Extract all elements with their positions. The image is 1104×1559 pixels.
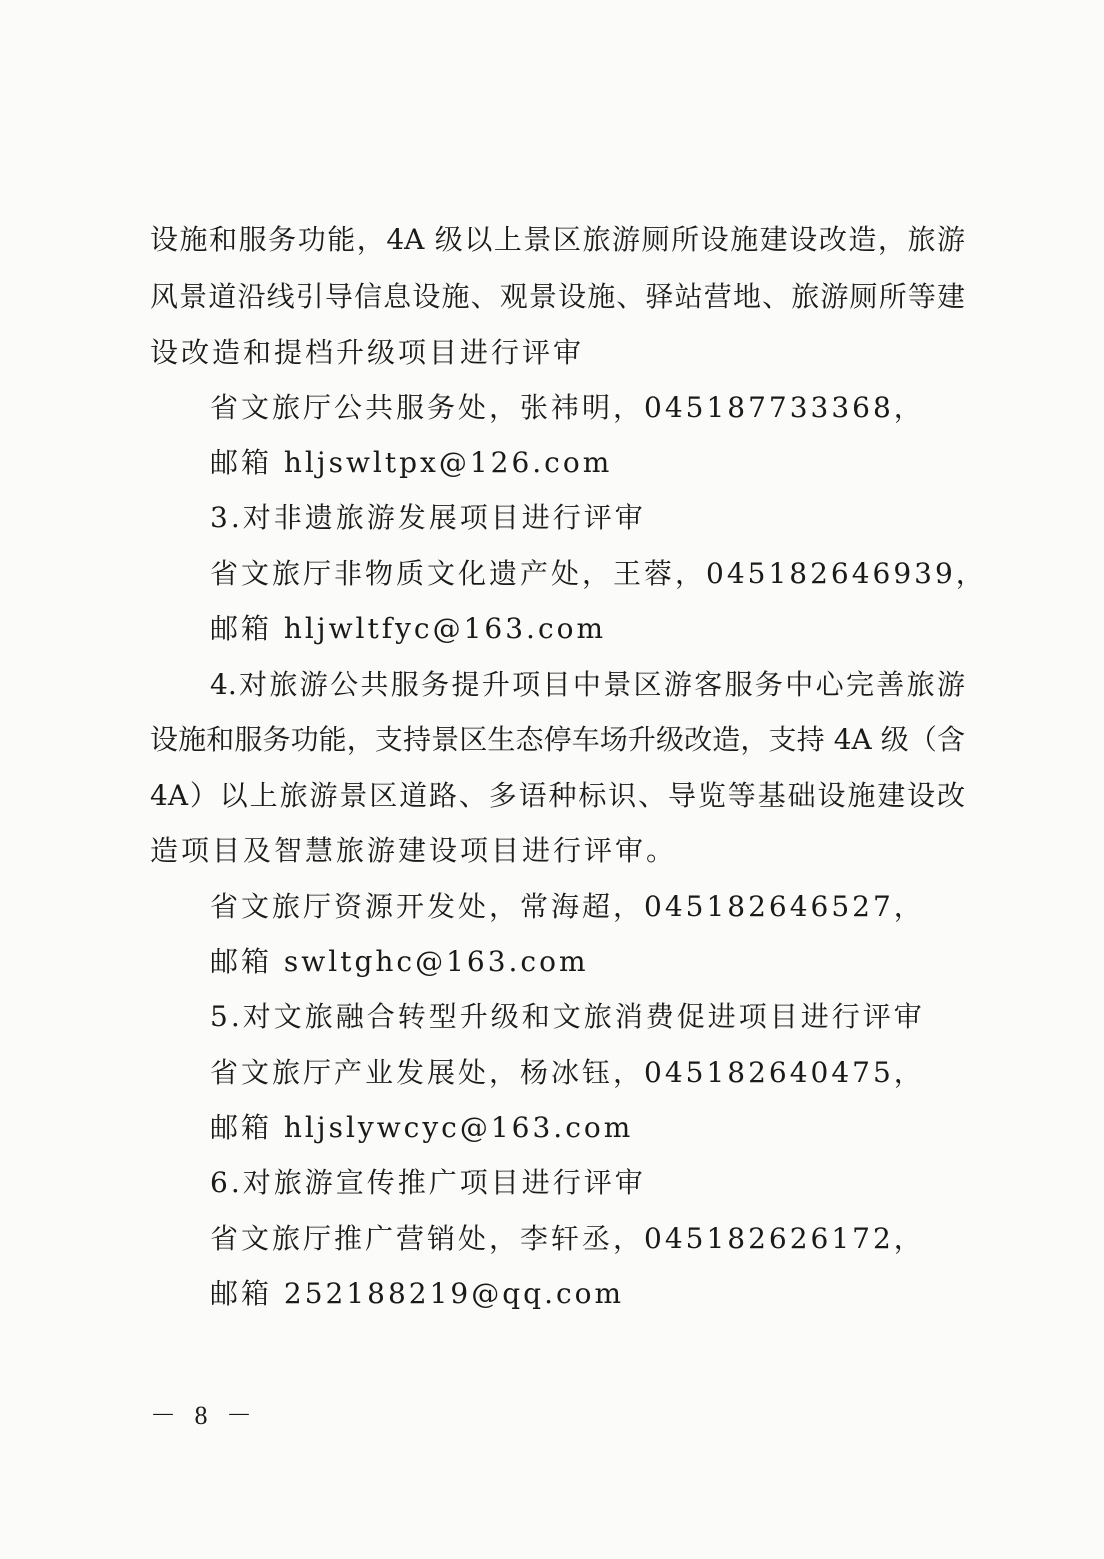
paragraph-line: 设施和服务功能，支持景区生态停车场升级改造，支持 4A 级（含 <box>150 723 965 756</box>
email-line: 邮箱 hljslywcyc@163.com <box>210 1111 634 1144</box>
section-heading: 3.对非遗旅游发展项目进行评审 <box>210 501 646 534</box>
contact-line: 省文旅厅公共服务处，张祎明，045187733368， <box>210 391 925 424</box>
paragraph-line: 设改造和提档升级项目进行评审 <box>150 336 585 369</box>
email-line: 邮箱 252188219@qq.com <box>210 1277 625 1310</box>
page-number: － 8 － <box>150 1401 259 1430</box>
email-line: 邮箱 hljswltpx@126.com <box>210 446 613 479</box>
paragraph-line: 风景道沿线引导信息设施、观景设施、驿站营地、旅游厕所等建 <box>150 280 965 313</box>
contact-line: 省文旅厅资源开发处，常海超，045182646527， <box>210 890 925 923</box>
paragraph-line: 设施和服务功能，4A 级以上景区旅游厕所设施建设改造，旅游 <box>150 223 965 256</box>
email-line: 邮箱 swltghc@163.com <box>210 945 589 978</box>
contact-line: 省文旅厅推广营销处，李轩丞，045182626172， <box>210 1222 925 1255</box>
section-heading: 5.对文旅融合转型升级和文旅消费促进项目进行评审 <box>210 1000 925 1033</box>
email-line: 邮箱 hljwltfyc@163.com <box>210 612 607 645</box>
contact-line: 省文旅厅产业发展处，杨冰钰，045182640475， <box>210 1056 925 1089</box>
section-heading: 4.对旅游公共服务提升项目中景区游客服务中心完善旅游 <box>210 668 965 701</box>
section-heading: 6.对旅游宣传推广项目进行评审 <box>210 1166 646 1199</box>
contact-line: 省文旅厅非物质文化遗产处，王蓉，045182646939， <box>210 557 987 590</box>
paragraph-line: 造项目及智慧旅游建设项目进行评审。 <box>150 834 678 867</box>
paragraph-line: 4A）以上旅游景区道路、多语种标识、导览等基础设施建设改 <box>150 779 965 812</box>
